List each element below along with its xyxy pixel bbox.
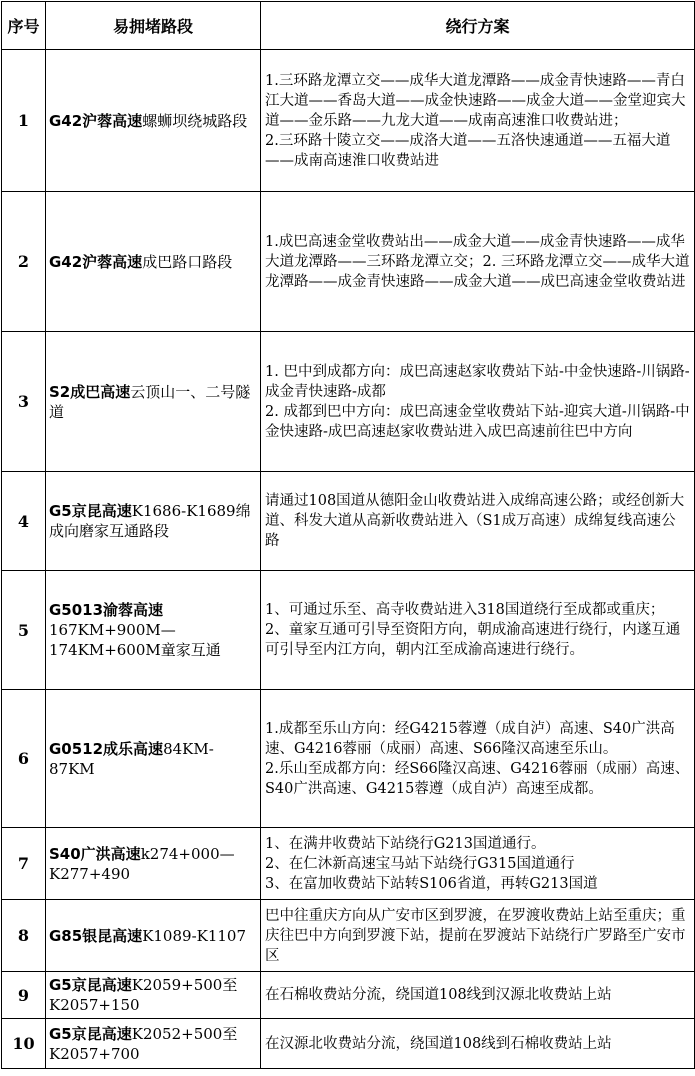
highway-name: G0512成乐高速 bbox=[49, 739, 164, 758]
detour-plan bbox=[261, 972, 695, 1019]
plan-line: 1.成巴高速金堂收费站出——成金大道——成金青快速路——成华大道龙潭路——三环路龙潭立交；2. 三环路龙潭立交——成华大道龙潭路——成金青快速路——成金大道——成巴高速金堂收费站进 bbox=[265, 233, 690, 290]
section-name: 成巴路口路段 bbox=[142, 252, 233, 271]
table-row bbox=[2, 1019, 695, 1069]
plan-line: 1.成都至乐山方向：经G4215蓉遵（成自泸）高速、S40广洪高速、G4216蓉丽（成丽）高速、S66隆汉高速至乐山。 bbox=[265, 720, 675, 757]
highway-name: S40广洪高速 bbox=[49, 844, 141, 863]
table-row bbox=[2, 332, 695, 472]
section-name: 螺蛳坝绕城路段 bbox=[142, 111, 248, 130]
plan-line: 在石棉收费站分流，绕国道108线到汉源北收费站上站 bbox=[265, 987, 612, 1003]
highway-name: G42沪蓉高速 bbox=[49, 252, 143, 271]
road-section bbox=[46, 472, 261, 571]
header-plan: 绕行方案 bbox=[261, 2, 695, 50]
section-name: 云顶山一、二号隧道 bbox=[49, 382, 251, 421]
detour-plan bbox=[261, 900, 695, 972]
road-section bbox=[46, 1019, 261, 1069]
row-number: 9 bbox=[2, 972, 46, 1019]
highway-name: G42沪蓉高速 bbox=[49, 111, 143, 130]
row-number: 2 bbox=[2, 192, 46, 332]
road-section bbox=[46, 332, 261, 472]
detour-plan bbox=[261, 828, 695, 900]
detour-plan bbox=[261, 690, 695, 828]
plan-line: 巴中往重庆方向从广安市区到罗渡，在罗渡收费站上站至重庆；重庆往巴中方向到罗渡下站，提前在罗渡站下站绕行广罗路至广安市区 bbox=[265, 907, 686, 964]
road-section bbox=[46, 571, 261, 690]
road-section bbox=[46, 192, 261, 332]
header-no: 序号 bbox=[2, 2, 46, 50]
highway-name: S2成巴高速 bbox=[49, 382, 131, 401]
road-section bbox=[46, 828, 261, 900]
detour-plan bbox=[261, 472, 695, 571]
table-row bbox=[2, 828, 695, 900]
section-name: 167KM+900M—174KM+600M童家互通 bbox=[49, 621, 221, 659]
detour-plan bbox=[261, 332, 695, 472]
highway-name: G5京昆高速 bbox=[49, 502, 132, 520]
road-section bbox=[46, 900, 261, 972]
plan-line: 1.三环路龙潭立交——成华大道龙潭路——成金青快速路——青白江大道——香岛大道——成金快速路——成金大道——金堂迎宾大道——金乐路——九龙大道——成南高速淮口收费站进； bbox=[265, 72, 686, 129]
plan-line: 2.三环路十陵立交——成洛大道——五洛快速通道——五福大道——成南高速淮口收费站进 bbox=[265, 132, 671, 169]
section-name: K1089-K1107 bbox=[142, 926, 247, 945]
highway-name: G85银昆高速 bbox=[49, 926, 143, 945]
plan-line: 2. 成都到巴中方向：成巴高速金堂收费站下站-迎宾大道-川锅路-中金快速路-成巴高速赵家收费站进入成巴高速前往巴中方向 bbox=[265, 403, 690, 440]
row-number: 3 bbox=[2, 332, 46, 472]
plan-line: 2.乐山至成都方向：经S66隆汉高速、G4216蓉丽（成丽）高速、S40广洪高速、G4215蓉遵（成自泸）高速至成都。 bbox=[265, 760, 690, 797]
plan-line: 3、在富加收费站下站转S106省道，再转G213国道 bbox=[265, 875, 598, 892]
detour-plan bbox=[261, 1019, 695, 1069]
row-number: 8 bbox=[2, 900, 46, 972]
table-row bbox=[2, 571, 695, 690]
row-number: 10 bbox=[2, 1019, 46, 1069]
detour-plan bbox=[261, 192, 695, 332]
row-number: 7 bbox=[2, 828, 46, 900]
table-row bbox=[2, 192, 695, 332]
header-row bbox=[2, 2, 695, 50]
plan-line: 1、在满井收费站下站绕行G213国道通行。 bbox=[265, 835, 546, 852]
row-number: 6 bbox=[2, 690, 46, 828]
table-row bbox=[2, 50, 695, 192]
road-section bbox=[46, 50, 261, 192]
road-section bbox=[46, 972, 261, 1019]
section-name: K2052+500至K2057+700 bbox=[49, 1024, 238, 1063]
highway-name: G5京昆高速 bbox=[49, 1024, 132, 1043]
plan-line: 1、可通过乐至、高寺收费站进入318国道绕行至成都或重庆； bbox=[265, 602, 665, 618]
plan-line: 请通过108国道从德阳金山收费站进入成绵高速公路；或经创新大道、科发大道从高新收费站进入（S1成万高速）成绵复线高速公路 bbox=[265, 493, 685, 549]
plan-line: 在汉源北收费站分流，绕国道108线到石棉收费站上站 bbox=[265, 1035, 612, 1052]
section-name: K2059+500至K2057+150 bbox=[49, 976, 238, 1014]
row-number: 5 bbox=[2, 571, 46, 690]
table-row bbox=[2, 690, 695, 828]
road-section bbox=[46, 690, 261, 828]
detour-plan bbox=[261, 50, 695, 192]
detour-table bbox=[1, 1, 695, 1069]
highway-name: G5京昆高速 bbox=[49, 976, 132, 994]
section-name: 84KM-87KM bbox=[49, 739, 214, 778]
section-name: k274+000—K277+490 bbox=[49, 844, 235, 883]
plan-line: 1. 巴中到成都方向：成巴高速赵家收费站下站-中金快速路-川锅路-成金青快速路-成都 bbox=[265, 363, 690, 400]
table-row bbox=[2, 972, 695, 1019]
highway-name: G5013渝蓉高速 bbox=[49, 601, 164, 619]
section-name: K1686-K1689绵成向磨家互通路段 bbox=[49, 502, 251, 540]
table-row bbox=[2, 472, 695, 571]
detour-plan bbox=[261, 571, 695, 690]
plan-line: 2、童家互通可引导至资阳方向，朝成渝高速进行绕行，内遂互通可引导至内江方向，朝内江至成渝高速进行绕行。 bbox=[265, 622, 681, 658]
plan-line: 2、在仁沐新高速宝马站下站绕行G315国道通行 bbox=[265, 855, 575, 872]
row-number: 4 bbox=[2, 472, 46, 571]
table-row bbox=[2, 900, 695, 972]
header-road: 易拥堵路段 bbox=[46, 2, 261, 50]
row-number: 1 bbox=[2, 50, 46, 192]
